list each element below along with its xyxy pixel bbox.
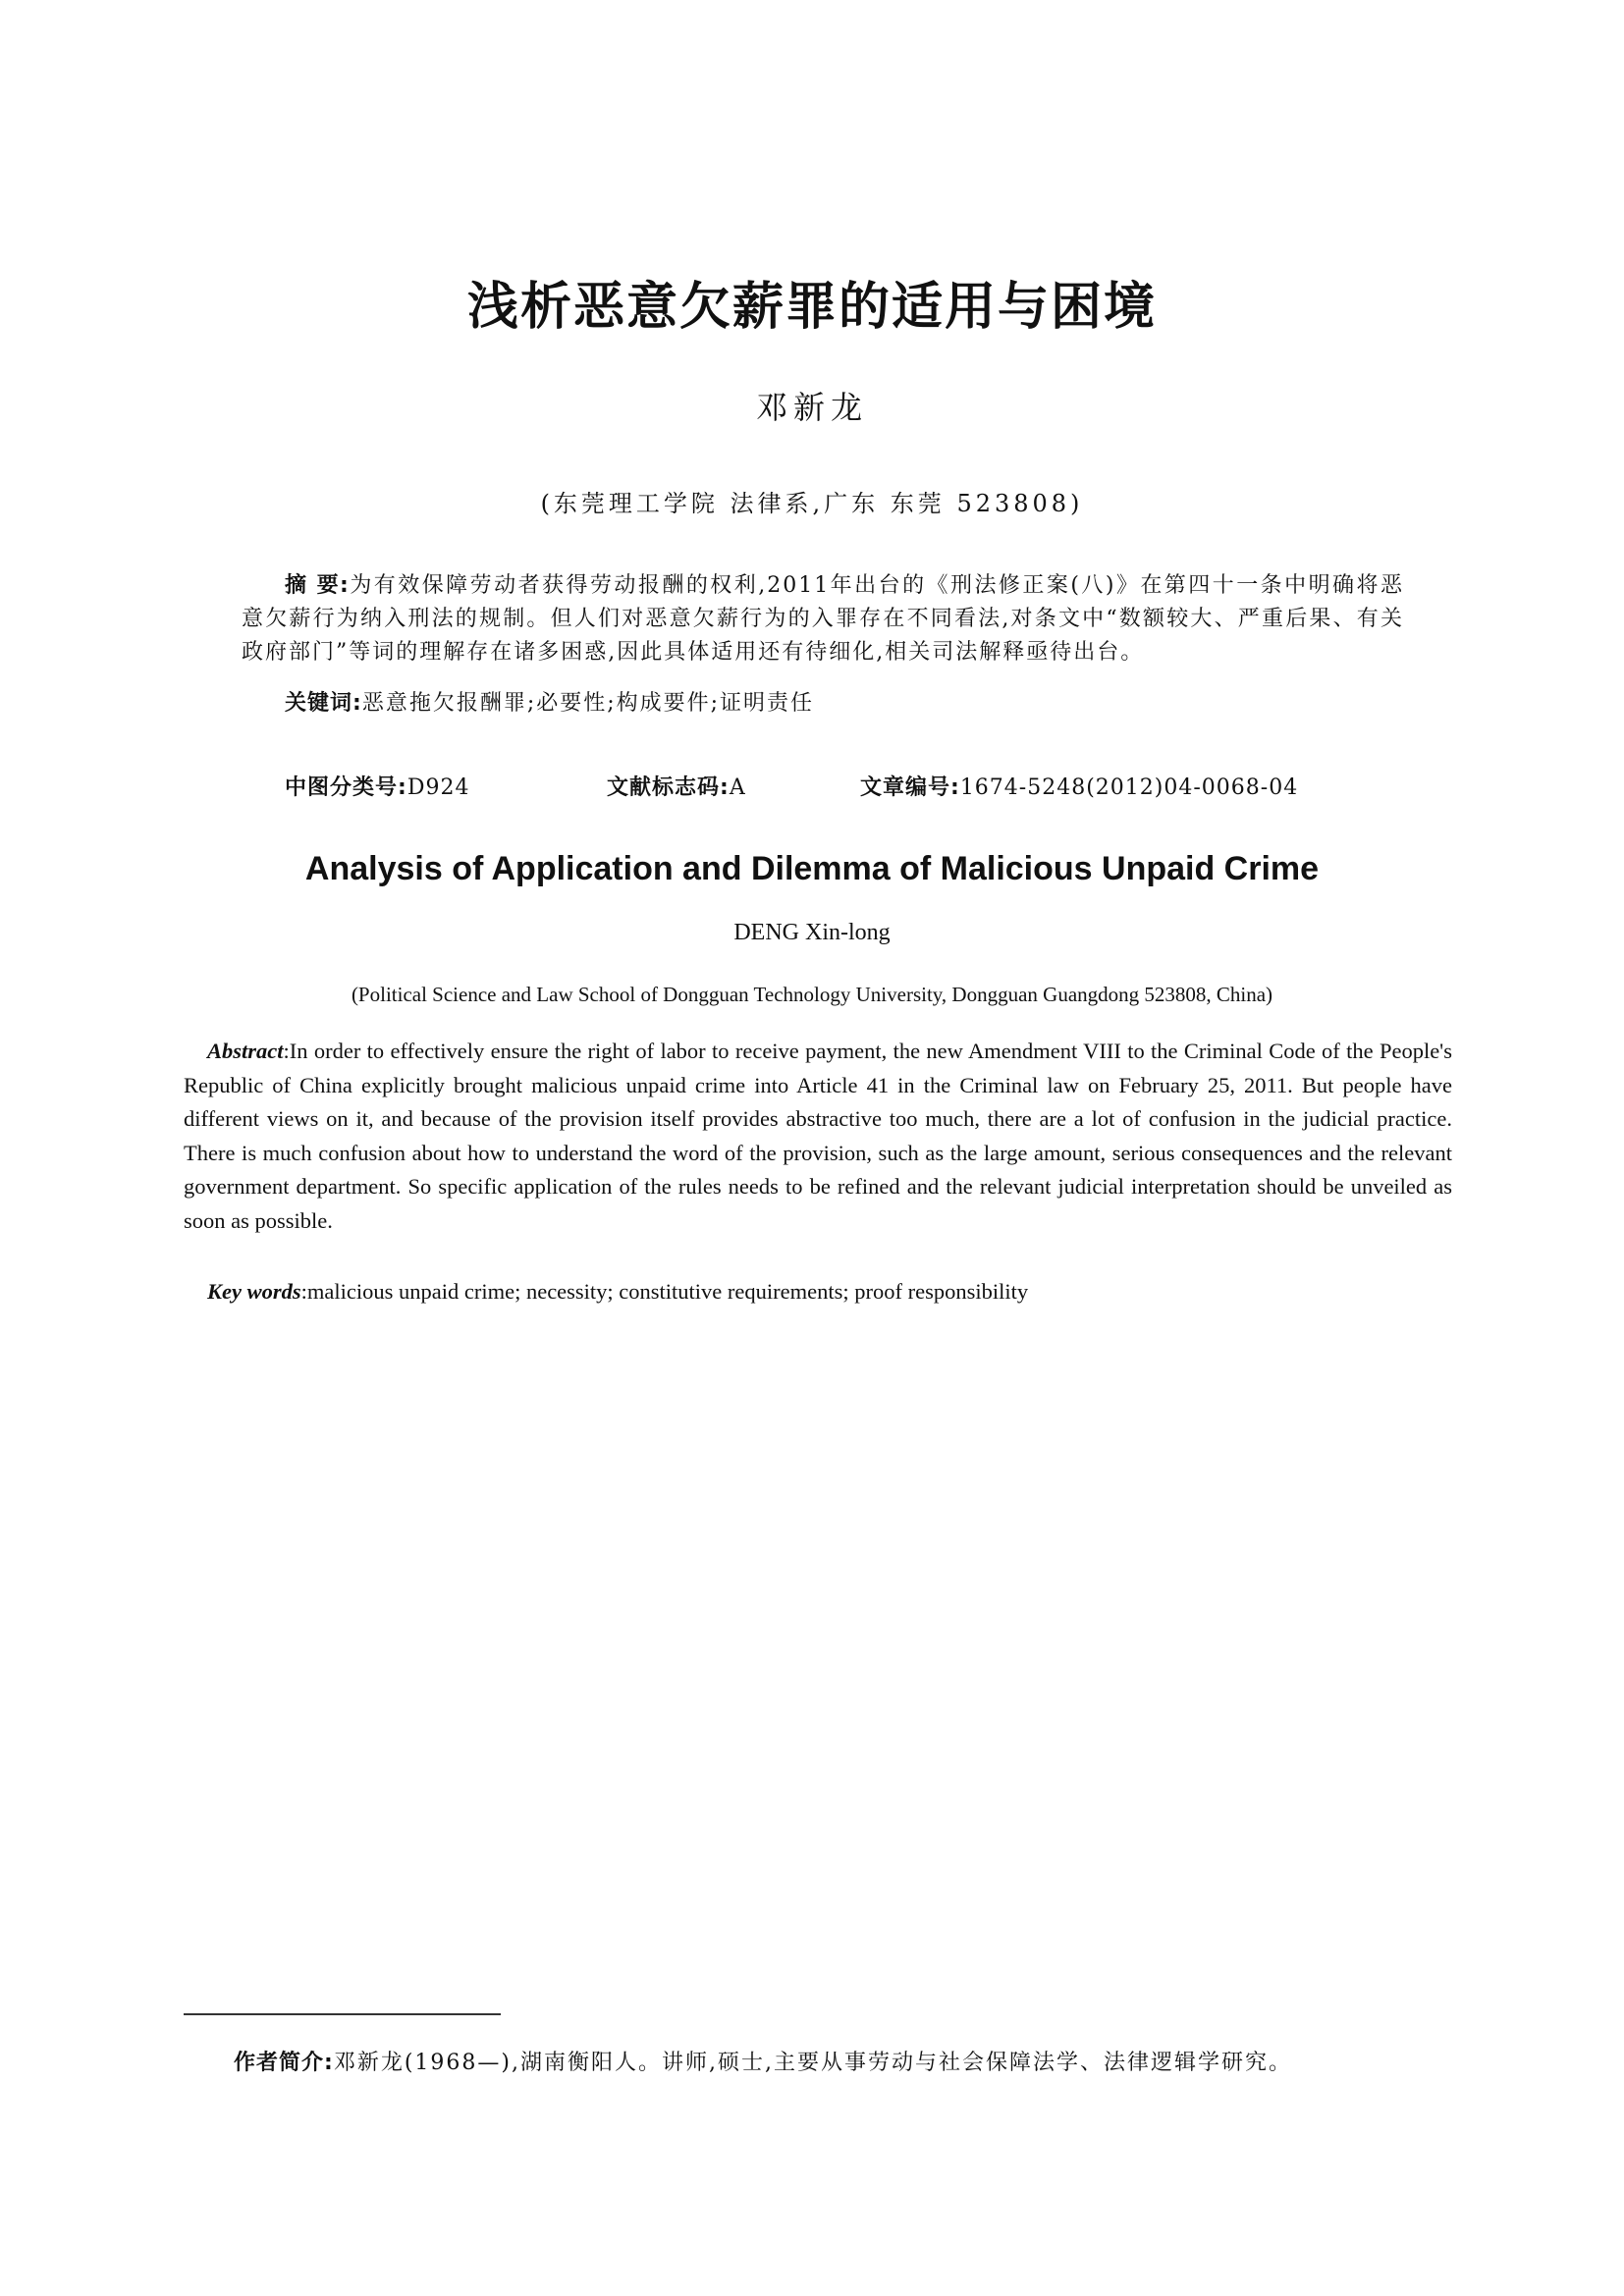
- english-keywords-text: malicious unpaid crime; necessity; constitutive requirements; proof responsibility: [306, 1279, 1029, 1304]
- article-number-value: 1674-5248(2012)04-0068-04: [959, 775, 1299, 800]
- english-author: DENG Xin-long: [733, 920, 891, 945]
- chinese-affiliation: (东莞理工学院 法律系,广东 东莞 523808): [540, 490, 1084, 517]
- chinese-abstract: [242, 569, 1404, 669]
- english-keywords-separator: :: [300, 1279, 307, 1304]
- document-code-label: 文献标志码:: [607, 775, 730, 800]
- chinese-title: 浅析恶意欠薪罪的适用与困境: [466, 277, 1157, 337]
- chinese-abstract-label: 摘 要:: [285, 573, 350, 598]
- footnote-divider: [184, 2013, 501, 2015]
- document-code-value: A: [729, 775, 746, 800]
- chinese-keywords-label: 关键词:: [285, 691, 362, 716]
- english-abstract: [184, 1035, 1452, 1238]
- english-keywords-label: Key words: [207, 1279, 301, 1304]
- footnote-text: 邓新龙(1968—),湖南衡阳人。讲师,硕士,主要从事劳动与社会保障法学、法律逻辑学研究。: [333, 2051, 1292, 2075]
- english-keywords: [207, 1275, 1452, 1309]
- chinese-abstract-text: 为有效保障劳动者获得劳动报酬的权利,2011年出台的《刑法修正案(八)》在第四十一条中明确将恶意欠薪行为纳入刑法的规制。但人们对恶意欠薪行为的入罪存在不同看法,对条文中“数额较大、严重后果、有关政府部门”等词的理解存在诸多困惑,因此具体适用还有待细化,相关司法解释亟待出台。: [242, 573, 1404, 665]
- chinese-keywords: [285, 687, 1404, 721]
- english-abstract-text: In order to effectively ensure the right of labor to receive payment, the new Amendment VIII to the Criminal Code of the People's Republic of China explicitly brought malicious unpaid crime into Article 41 in the Criminal law on February 25, 2011. But people have different views on it, and because of the provision itself provides abstractive too much, there are a lot of confusion in the judicial practice. There is much confusion about how to understand the word of the provision, such as the large amount, serious consequences and the relevant government department. So specific application of the rules needs to be refined and the relevant judicial interpretation should be unveiled as soon as possible.: [184, 1039, 1452, 1233]
- article-number: [860, 772, 1298, 805]
- document-code: [607, 772, 746, 805]
- english-title: Analysis of Application and Dilemma of Malicious Unpaid Crime: [304, 850, 1320, 887]
- clc-label: 中图分类号:: [285, 775, 407, 800]
- english-abstract-label: Abstract: [207, 1039, 284, 1063]
- article-number-label: 文章编号:: [860, 775, 960, 800]
- english-affiliation: (Political Science and Law School of Dongguan Technology University, Dongguan Guangdong 523808, China): [351, 983, 1273, 1006]
- footnote-label: 作者简介:: [234, 2051, 334, 2075]
- english-abstract-separator: :: [283, 1039, 290, 1063]
- author-footnote: [234, 2047, 1451, 2080]
- chinese-author: 邓新龙: [755, 389, 868, 426]
- chinese-keywords-text: 恶意拖欠报酬罪;必要性;构成要件;证明责任: [361, 691, 815, 716]
- clc-value: D924: [406, 775, 470, 800]
- clc-number: [285, 772, 469, 805]
